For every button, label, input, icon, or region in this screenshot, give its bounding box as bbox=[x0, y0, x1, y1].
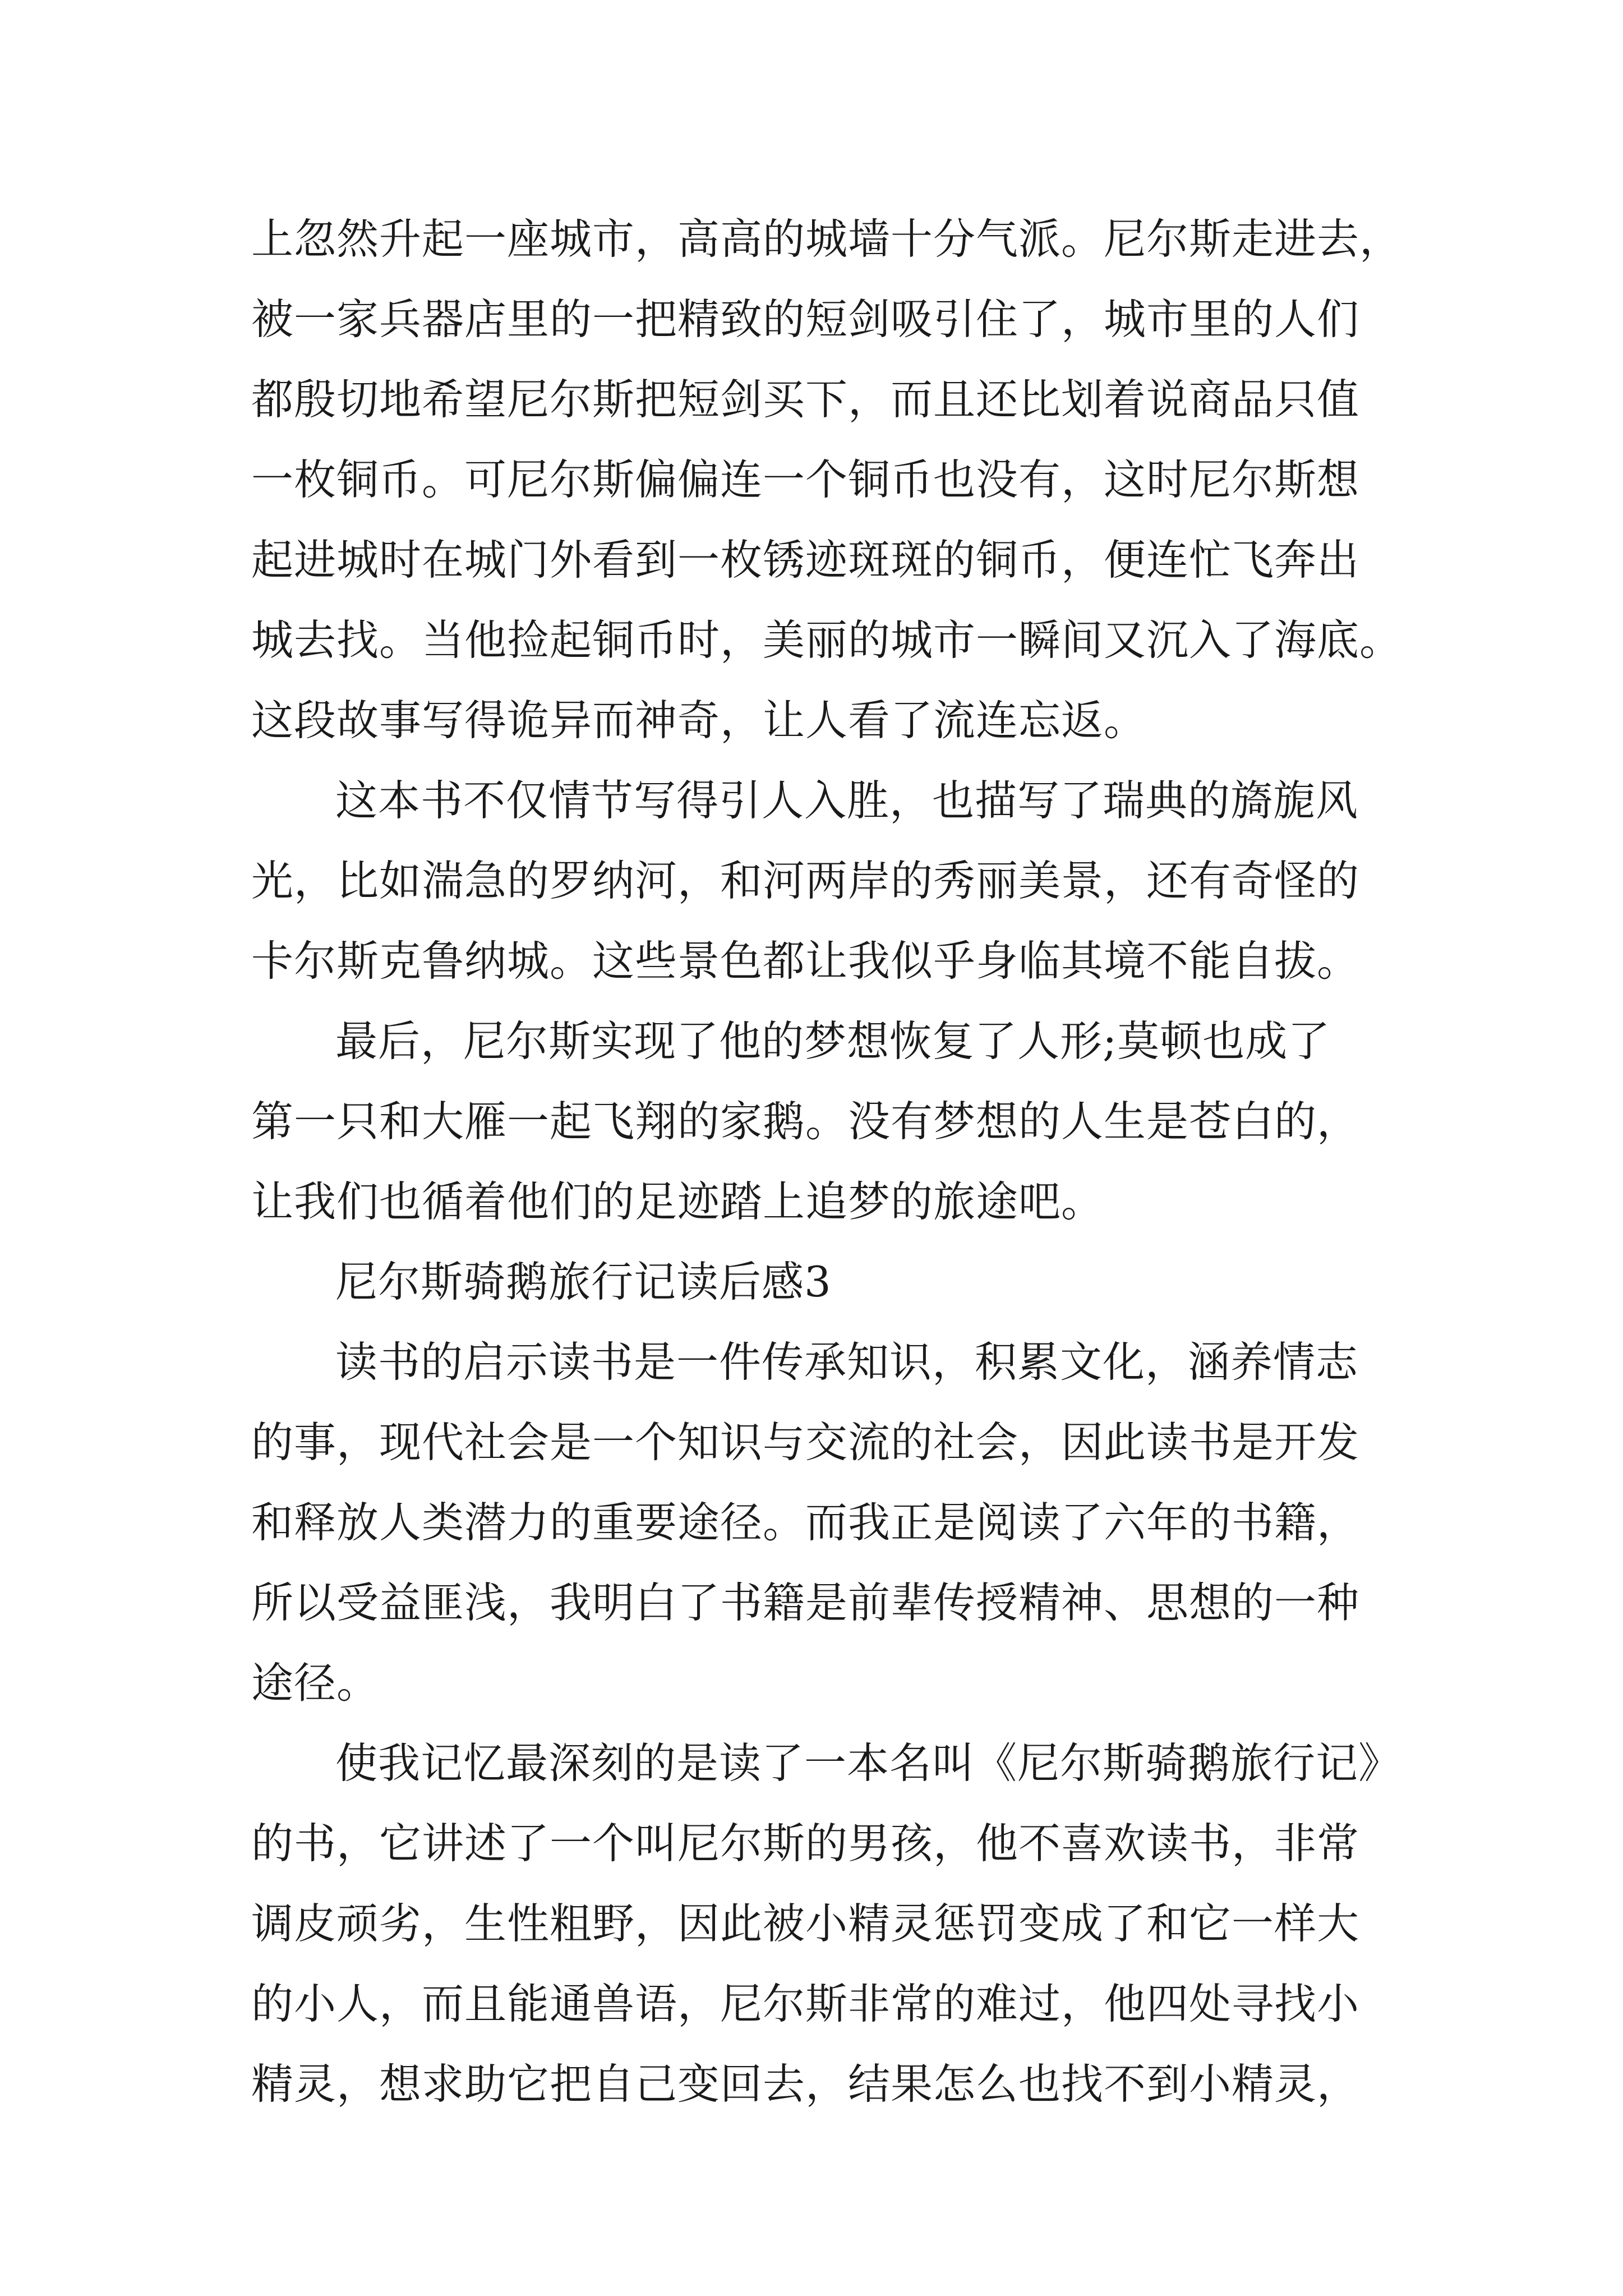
text-line: 让我们也循着他们的足迹踏上追梦的旅途吧。 bbox=[251, 1177, 1104, 1226]
text-line: 卡尔斯克鲁纳城。这些景色都让我似乎身临其境不能自拔。 bbox=[251, 936, 1360, 986]
paragraph-start-line: 使我记忆最深刻的是读了一本名叫《尼尔斯骑鹅旅行记》 bbox=[335, 1738, 1401, 1788]
text-line: 调皮顽劣，生性粗野，因此被小精灵惩罚变成了和它一样大 bbox=[251, 1899, 1360, 1948]
text-line: 途径。 bbox=[251, 1658, 380, 1708]
text-line: 都殷切地希望尼尔斯把短剑买下，而且还比划着说商品只值 bbox=[251, 375, 1360, 424]
text-line: 的小人，而且能通兽语，尼尔斯非常的难过，他四处寻找小 bbox=[251, 1979, 1360, 2028]
text-line: 所以受益匪浅，我明白了书籍是前辈传授精神、思想的一种 bbox=[251, 1578, 1360, 1627]
text-line: 城去找。当他捡起铜币时，美丽的城市一瞬间又沉入了海底。 bbox=[251, 615, 1403, 665]
text-line: 的书，它讲述了一个叫尼尔斯的男孩，他不喜欢读书，非常 bbox=[251, 1819, 1360, 1868]
text-line: 和释放人类潜力的重要途径。而我正是阅读了六年的书籍， bbox=[251, 1498, 1360, 1547]
text-line: 这段故事写得诡异而神奇，让人看了流连忘返。 bbox=[251, 696, 1147, 745]
text-line: 光，比如湍急的罗纳河，和河两岸的秀丽美景，还有奇怪的 bbox=[251, 856, 1360, 905]
text-line: 起进城时在城门外看到一枚锈迹斑斑的铜币，便连忙飞奔出 bbox=[251, 535, 1360, 585]
text-line: 精灵，想求助它把自己变回去，结果怎么也找不到小精灵， bbox=[251, 2059, 1360, 2109]
section-heading: 尼尔斯骑鹅旅行记读后感3 bbox=[335, 1257, 832, 1306]
text-line: 一枚铜币。可尼尔斯偏偏连一个铜币也没有，这时尼尔斯想 bbox=[251, 455, 1360, 504]
text-line: 第一只和大雁一起飞翔的家鹅。没有梦想的人生是苍白的， bbox=[251, 1097, 1360, 1146]
text-line: 的事，现代社会是一个知识与交流的社会，因此读书是开发 bbox=[251, 1418, 1360, 1467]
paragraph-start-line: 最后，尼尔斯实现了他的梦想恢复了人形;莫顿也成了 bbox=[335, 1016, 1331, 1066]
text-line: 上忽然升起一座城市，高高的城墙十分气派。尼尔斯走进去， bbox=[251, 214, 1403, 264]
paragraph-start-line: 读书的启示读书是一件传承知识，积累文化，涵养情志 bbox=[335, 1337, 1359, 1387]
text-line: 被一家兵器店里的一把精致的短剑吸引住了，城市里的人们 bbox=[251, 295, 1360, 344]
paragraph-start-line: 这本书不仅情节写得引人入胜，也描写了瑞典的旖旎风 bbox=[335, 776, 1359, 825]
